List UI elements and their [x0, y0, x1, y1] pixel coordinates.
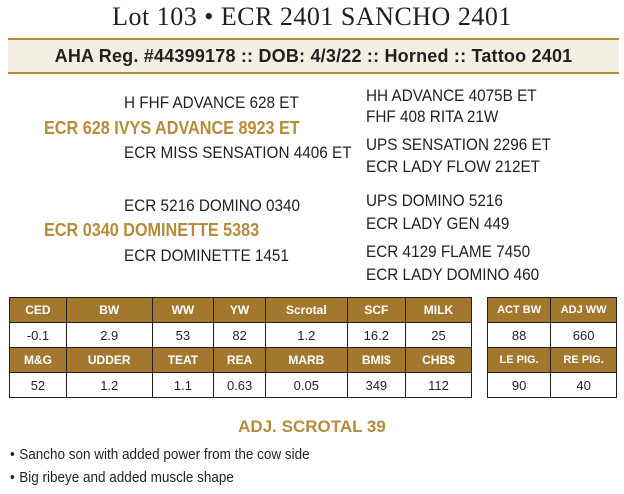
notes-list: [10, 443, 343, 489]
epd-header-ced: CED: [10, 298, 67, 323]
epd-header-marb: MARB: [265, 348, 347, 373]
pedigree-dams-sire: ECR 5216 DOMINO 0340: [124, 196, 301, 215]
epd-value-row-1: [10, 323, 472, 348]
epd-table: [9, 297, 472, 398]
pedigree-sires-sire: H FHF ADVANCE 628 ET: [124, 93, 299, 112]
registration-text: AHA Reg. #44399178 :: DOB: 4/3/22 :: Horned :: Tattoo 2401: [54, 46, 573, 66]
pedigree-gp2-dam: ECR LADY FLOW 212ET: [366, 157, 541, 176]
epd-value-bw: 2.9: [66, 323, 152, 348]
epd-header-chb: CHB$: [405, 348, 471, 373]
lot-title: Lot 103 • ECR 2401 SANCHO 2401: [112, 2, 512, 31]
epd-value-udder: 1.2: [66, 373, 152, 398]
actual-header-row-2: [488, 348, 617, 373]
pedigree-sires-dam: ECR MISS SENSATION 4406 ET: [124, 143, 352, 162]
actual-value-le-pig: 90: [488, 373, 551, 398]
pedigree-gp2-sire: UPS SENSATION 2296 ET: [366, 135, 552, 154]
epd-value-ced: -0.1: [10, 323, 67, 348]
note-item: • Sancho son with added power from the cow side: [10, 443, 310, 466]
epd-header-bmi: BMI$: [347, 348, 405, 373]
registration-bar: [8, 38, 619, 74]
epd-header-mg: M&G: [10, 348, 67, 373]
epd-header-rea: REA: [214, 348, 266, 373]
epd-header-row-2: [10, 348, 472, 373]
pedigree-gp4-dam: ECR LADY DOMINO 460: [366, 265, 540, 284]
epd-header-milk: MILK: [405, 298, 471, 323]
pedigree-gp1-sire: HH ADVANCE 4075B ET: [366, 86, 537, 105]
epd-header-teat: TEAT: [152, 348, 214, 373]
pedigree-sire: ECR 628 IVYS ADVANCE 8923 ET: [44, 118, 300, 138]
epd-header-row-1: [10, 298, 472, 323]
actual-header-re-pig: RE PIG.: [551, 348, 617, 373]
actual-value-re-pig: 40: [551, 373, 617, 398]
epd-value-ww: 53: [152, 323, 214, 348]
actual-value-row-2: [488, 373, 617, 398]
epd-value-scrotal: 1.2: [265, 323, 347, 348]
pedigree-dam: ECR 0340 DOMINETTE 5383: [44, 220, 260, 240]
adj-scrotal-label: ADJ. SCROTAL 39: [238, 417, 386, 436]
actual-measures-table: [487, 297, 617, 398]
epd-header-ww: WW: [152, 298, 214, 323]
actual-value-adj-ww: 660: [551, 323, 617, 348]
epd-header-yw: YW: [214, 298, 266, 323]
epd-value-milk: 25: [405, 323, 471, 348]
epd-value-teat: 1.1: [152, 373, 214, 398]
pedigree-gp4-sire: ECR 4129 FLAME 7450: [366, 242, 531, 261]
epd-value-scf: 16.2: [347, 323, 405, 348]
epd-header-scf: SCF: [347, 298, 405, 323]
epd-value-chb: 112: [405, 373, 471, 398]
epd-header-udder: UDDER: [66, 348, 152, 373]
epd-value-bmi: 349: [347, 373, 405, 398]
epd-value-marb: 0.05: [265, 373, 347, 398]
actual-header-act-bw: ACT BW: [488, 298, 551, 323]
pedigree-gp3-sire: UPS DOMINO 5216: [366, 191, 503, 210]
epd-header-scrotal: Scrotal: [265, 298, 347, 323]
pedigree-gp1-dam: FHF 408 RITA 21W: [366, 107, 499, 126]
actual-header-adj-ww: ADJ WW: [551, 298, 617, 323]
epd-value-rea: 0.63: [214, 373, 266, 398]
epd-header-bw: BW: [66, 298, 152, 323]
epd-value-mg: 52: [10, 373, 67, 398]
actual-value-act-bw: 88: [488, 323, 551, 348]
epd-value-row-2: [10, 373, 472, 398]
actual-header-row-1: [488, 298, 617, 323]
note-item: • Big ribeye and added muscle shape: [10, 466, 310, 489]
pedigree-gp3-dam: ECR LADY GEN 449: [366, 214, 510, 233]
epd-value-yw: 82: [214, 323, 266, 348]
actual-header-le-pig: LE PIG.: [488, 348, 551, 373]
pedigree-dams-dam: ECR DOMINETTE 1451: [124, 246, 289, 265]
actual-value-row-1: [488, 323, 617, 348]
